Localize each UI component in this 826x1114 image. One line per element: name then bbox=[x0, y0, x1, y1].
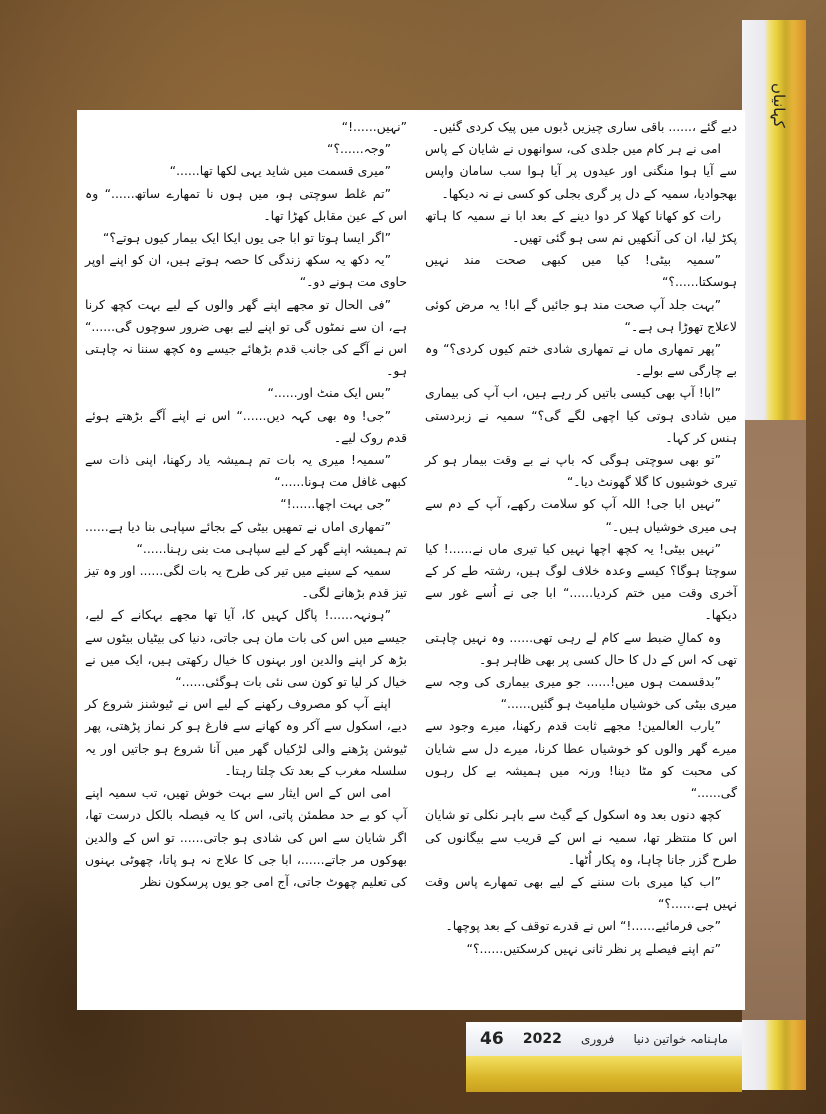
article-paragraph: ”تم اپنے فیصلے پر نظر ثانی نہیں کرسکتیں......؟“ bbox=[466, 940, 721, 956]
article-paragraph: ”نہیں......!“ bbox=[341, 119, 407, 134]
article-paragraph: ”یہ دکھ یہ سکھ زندگی کا حصہ ہوتے ہیں، ان کو اپنے اوپر حاوی مت ہونے دو۔“ bbox=[85, 252, 407, 290]
article-paragraph: ”ابا! آپ بھی کیسی باتیں کر رہے ہیں، اب آپ کی بیماری میں شادی ہوتی کیا اچھی لگے گی؟“ سمیہ نے زبردستی ہنس کر کہا۔ bbox=[425, 385, 737, 445]
article-paragraph: ”تو بھی سوچتی ہوگی کہ باپ نے بے وقت بیمار ہو کر تیری خوشیوں کا گلا گھونٹ دیا۔“ bbox=[425, 452, 737, 490]
article-paragraph: ”تم غلط سوچتی ہو، میں ہوں نا تمھارے ساتھ......“ وہ اس کے عین مقابل کھڑا تھا۔ bbox=[85, 185, 407, 223]
article-paragraph: اپنے آپ کو مصروف رکھنے کے لیے اس نے ٹیوشنز شروع کر دیے، اسکول سے آکر وہ کھانے سے فارغ ہو کر نماز پڑھتی، پھر ٹیوشن پڑھنے والی لڑکیاں گھر میں آنا شروع ہو جاتیں اور یہ سلسلہ مغرب کے بعد تک چلتا رہتا۔ bbox=[85, 696, 407, 778]
issue-year: 2022 bbox=[522, 1031, 562, 1047]
article-paragraph: ”سمیہ! میری یہ بات تم ہمیشہ یاد رکھنا، اپنی ذات سے کبھی غافل مت ہونا......“ bbox=[85, 452, 407, 490]
article-paragraph: ”یارب العالمین! مجھے ثابت قدم رکھنا، میرے وجود سے میرے گھر والوں کو خوشیاں عطا کرنا، میرے دل سے شایان کی محبت کو مٹا دینا! ورنہ میں ہمیشہ بے کل رہوں گی......“ bbox=[425, 718, 737, 801]
article-paragraph: ”نہیں بیٹی! یہ کچھ اچھا نہیں کیا تیری ماں نے......! کیا سوچتا ہوگا؟ کیسے وعدہ خلاف لوگ ہیں، رشتہ طے کر کے آخری وقت میں ختم کردیا......“ ابا جی نے اُسے غور سے دیکھا۔ bbox=[425, 540, 737, 623]
article-column-left bbox=[85, 116, 407, 893]
article-paragraph: ”میری قسمت میں شاید یہی لکھا تھا......“ bbox=[169, 163, 391, 179]
decorative-texture bbox=[742, 420, 806, 1020]
article-paragraph: ”سمیہ بیٹی! کیا میں کبھی صحت مند نہیں ہوسکتا......؟“ bbox=[425, 252, 737, 290]
page-number: 46 bbox=[480, 1029, 504, 1049]
article-paragraph: امی اس کے اس ایثار سے بہت خوش تھیں، تب سمیہ اپنے آپ کو بے حد مطمئن پاتی، اس کا یہ فیصلہ بالکل درست تھا، اگر شایان سے اس کی شادی ہو جاتی...... تو اس کے والدین بھوکوں مر جاتے......، ابا جی کا علاج نہ ہو پاتا، چھوٹی بہنوں کی تعلیم چھوٹ جاتی، آج امی جو یوں پرسکون نظر bbox=[85, 785, 407, 889]
article-paragraph: وہ کمالِ ضبط سے کام لے رہی تھی...... وہ نہیں چاہتی تھی کہ اس کے دل کا حال کسی پر بھی ظاہر ہو۔ bbox=[425, 629, 737, 667]
article-paragraph: ”بس ایک منٹ اور......“ bbox=[267, 385, 391, 401]
article-paragraph: ”ہونہہ......! پاگل کہیں کا، آیا تھا مجھے بہکانے کے لیے، جیسے میں اس کی بات مان ہی جاتی، دنیا کی بیٹیاں بیٹوں سے بڑھ کر اپنے والدین اور بہنوں کا خیال رکھتی ہیں، ایک میں نے خیال کر لیا تو کون سی نئی بات ہوگئی......“ bbox=[85, 607, 407, 690]
footer-decoration bbox=[466, 1056, 742, 1092]
article-column-right bbox=[425, 116, 737, 960]
article-paragraph: ”جی! وہ بھی کہہ دیں......“ اس نے اپنے آگے بڑھتے ہوئے قدم روک لیے۔ bbox=[85, 407, 407, 445]
article-paragraph: ”فی الحال تو مجھے اپنے گھر والوں کے لیے بہت کچھ کرنا ہے، ان سے نمٹوں گی تو اپنے لیے بھی ضرور سوچوں گی......“ اس نے آگے کی جانب قدم بڑھائے جیسے وہ کچھ سننا نہ چاہتی ہو۔ bbox=[85, 296, 407, 379]
article-paragraph: ”پھر تمھاری ماں نے تمھاری شادی ختم کیوں کردی؟“ وہ بے چارگی سے بولے۔ bbox=[425, 341, 737, 379]
page-footer bbox=[466, 1022, 742, 1056]
article-panel bbox=[77, 110, 745, 1010]
article-paragraph: ”جی فرمائیے......!“ اس نے قدرے توقف کے بعد پوچھا۔ bbox=[445, 918, 721, 934]
article-paragraph: دیے گئے ،...... باقی ساری چیزیں ڈبوں میں پیک کردی گئیں۔ bbox=[431, 119, 737, 134]
article-paragraph: ”بدقسمت ہوں میں!...... جو میری بیماری کی وجہ سے میری بیٹی کی خوشیاں ملیامیٹ ہو گئیں......“ bbox=[425, 674, 737, 712]
article-paragraph: ”بہت جلد آپ صحت مند ہو جائیں گے ابا! یہ مرض کوئی لاعلاج تھوڑا ہی ہے۔“ bbox=[425, 296, 737, 334]
article-paragraph: سمیہ کے سینے میں تیر کی طرح یہ بات لگی...... اور وہ تیز تیز قدم بڑھانے لگی۔ bbox=[85, 563, 407, 601]
article-paragraph: ”اگر ایسا ہوتا تو ابا جی یوں ایکا ایک بیمار کیوں ہوتے؟“ bbox=[102, 230, 391, 246]
article-paragraph: ”وجہ......؟“ bbox=[327, 141, 391, 157]
article-paragraph: ”نہیں ابا جی! اللہ آپ کو سلامت رکھے، آپ کے دم سے ہی میری خوشیاں ہیں۔“ bbox=[425, 496, 737, 534]
article-paragraph: ”تمھاری اماں نے تمھیں بیٹی کے بجائے سپاہی بنا دیا ہے...... تم ہمیشہ اپنے گھر کے لیے سپاہی مت بنی رہنا......“ bbox=[85, 518, 407, 556]
issue-month: فروری bbox=[580, 1032, 615, 1046]
section-label: کہانیاں bbox=[770, 82, 788, 128]
article-paragraph: ”اب کیا میری بات سننے کے لیے بھی تمھارے پاس وقت نہیں ہے......؟“ bbox=[425, 873, 737, 912]
magazine-name: ماہنامہ خواتین دنیا bbox=[633, 1032, 728, 1046]
article-paragraph: ”جی بہت اچھا......!“ bbox=[280, 496, 391, 512]
article-paragraph: امی نے ہر کام میں جلدی کی، سوانھوں نے شایان کے پاس سے آیا ہوا منگنی اور عیدوں پر آیا ہوا سب سامان واپس بھجوادیا، سمیہ کے دل پر گری بجلی کو کسی نے نہ دیکھا۔ bbox=[425, 141, 737, 201]
article-paragraph: رات کو کھانا کھلا کر دوا دینے کے بعد ابا نے سمیہ کا ہاتھ پکڑ لیا، ان کی آنکھیں نم سی ہو گئی تھیں۔ bbox=[425, 207, 737, 246]
article-paragraph: کچھ دنوں بعد وہ اسکول کے گیٹ سے باہر نکلی تو شایان اس کا منتظر تھا، سمیہ نے اس کے قریب سے بیگانوں کی طرح گزر جانا چاہا، وہ پکار اُٹھا۔ bbox=[425, 807, 737, 867]
